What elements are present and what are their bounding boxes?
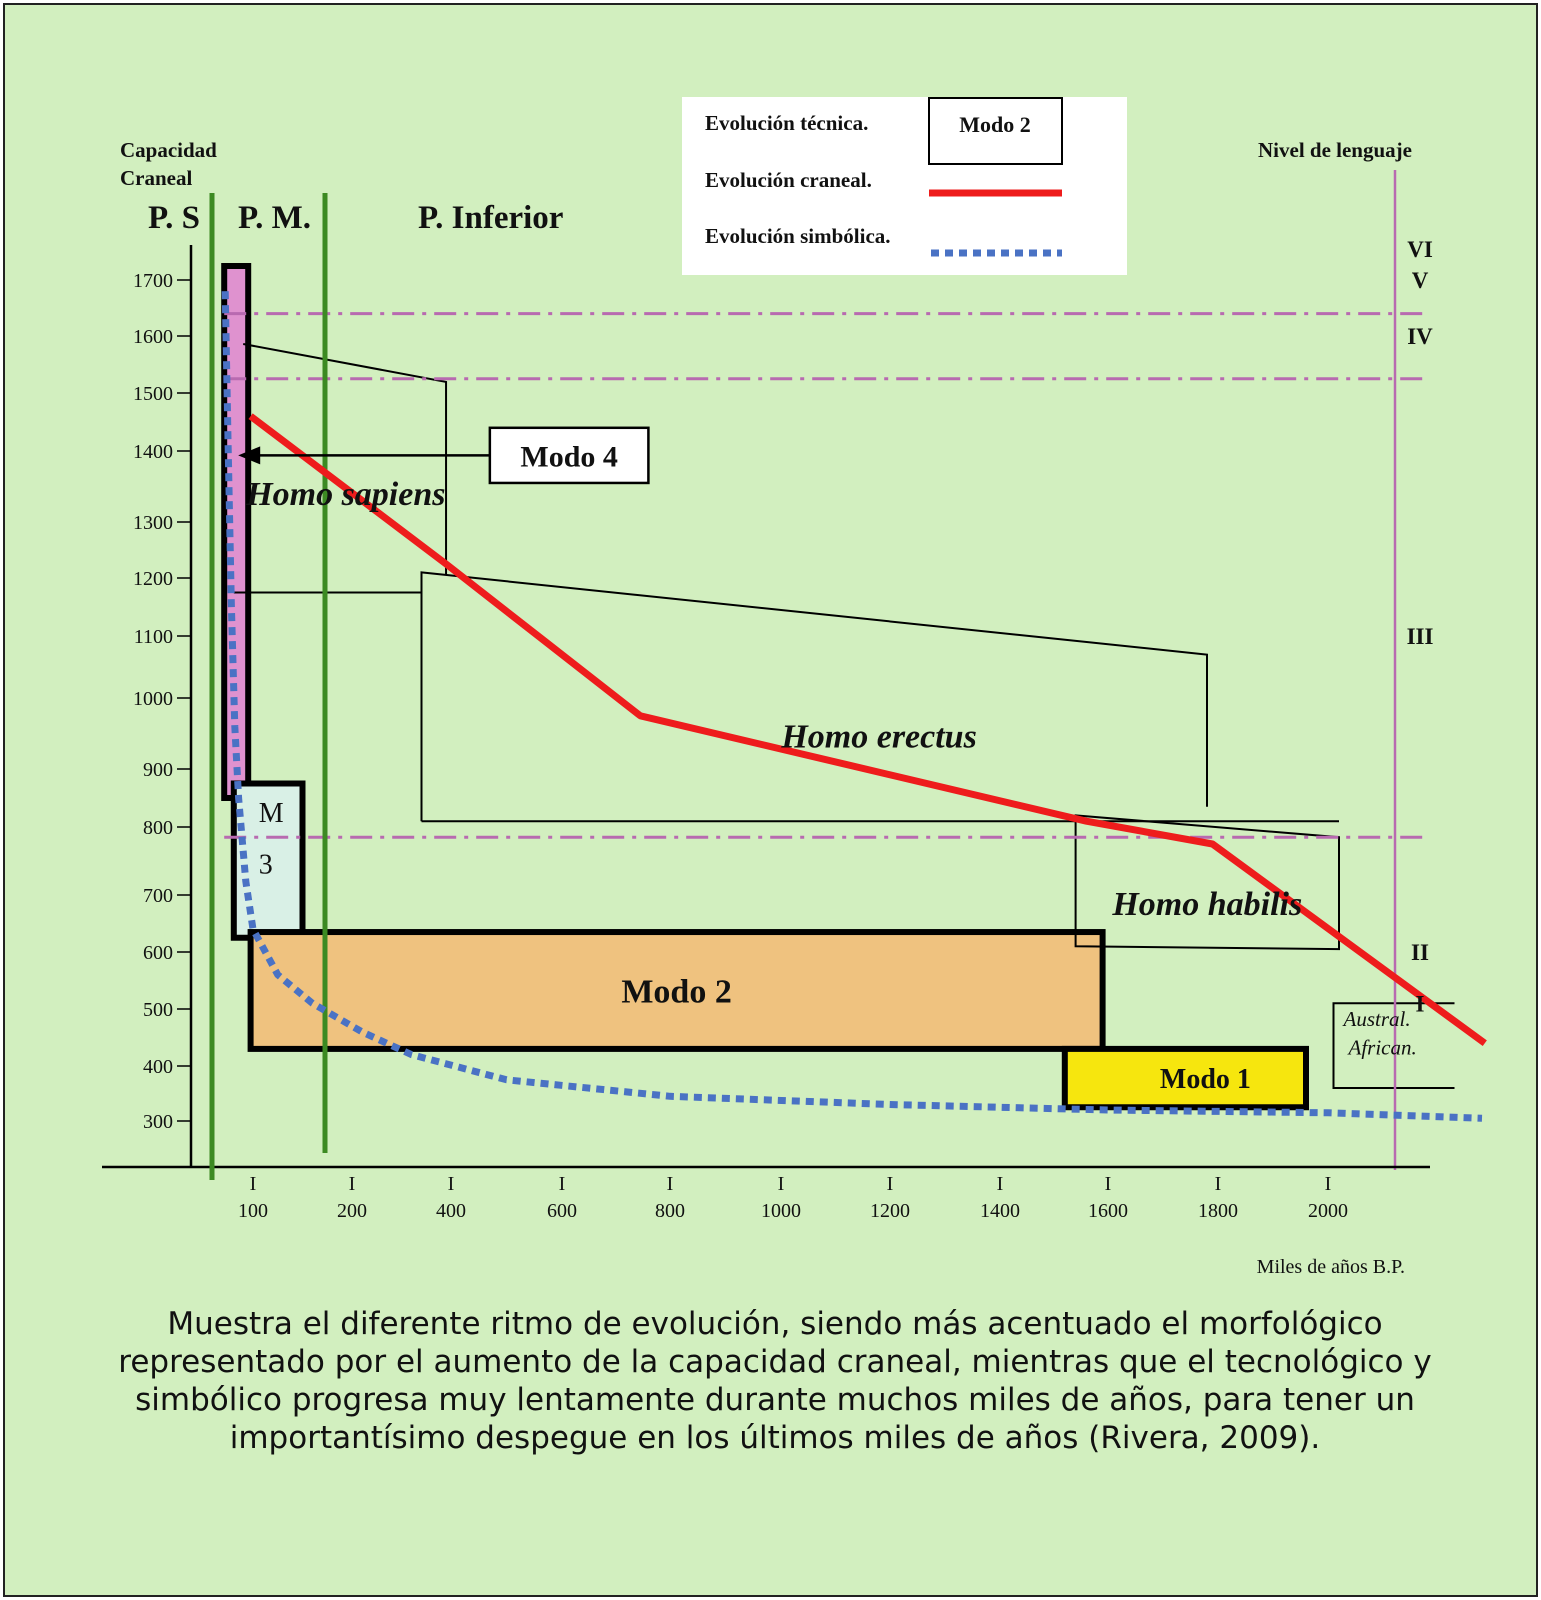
language-axis-title: Nivel de lenguaje bbox=[1258, 138, 1412, 162]
legend bbox=[682, 97, 1127, 275]
language-level-III: III bbox=[1406, 624, 1434, 649]
language-level-VI: VI bbox=[1407, 237, 1433, 263]
figure-frame bbox=[3, 3, 1538, 1597]
x-tick-label-600: 600 bbox=[547, 1200, 577, 1222]
y-tick-label-300: 300 bbox=[143, 1111, 173, 1133]
period-label-medio: P. M. bbox=[238, 200, 312, 236]
y-tick-label-500: 500 bbox=[143, 999, 173, 1021]
modo-4-label: Modo 4 bbox=[520, 440, 618, 474]
homo-habilis-outline bbox=[1076, 815, 1339, 949]
australopithecus-label: Austral. bbox=[1343, 1007, 1411, 1032]
x-tick-label-100: 100 bbox=[238, 1200, 268, 1222]
x-tick-mark-100: I bbox=[249, 1173, 257, 1195]
x-tick-mark-1600: I bbox=[1104, 1173, 1112, 1195]
y-tick-label-900: 900 bbox=[143, 759, 173, 781]
x-tick-label-1600: 1600 bbox=[1088, 1200, 1128, 1222]
language-level-I: I bbox=[1415, 991, 1425, 1017]
y-tick-label-1700: 1700 bbox=[133, 270, 173, 292]
x-tick-mark-1200: I bbox=[886, 1173, 894, 1195]
legend-sample-technical-label: Modo 2 bbox=[959, 112, 1031, 137]
y-axis-title-line1: Capacidad bbox=[120, 138, 217, 162]
y-tick-label-1600: 1600 bbox=[133, 326, 173, 348]
y-tick-label-700: 700 bbox=[143, 885, 173, 907]
x-tick-label-200: 200 bbox=[337, 1200, 367, 1222]
x-tick-label-1200: 1200 bbox=[870, 1200, 910, 1222]
language-level-V: V bbox=[1411, 268, 1429, 293]
x-tick-mark-600: I bbox=[558, 1173, 566, 1195]
legend-label-cranial: Evolución craneal. bbox=[705, 168, 872, 192]
y-tick-label-1400: 1400 bbox=[133, 441, 173, 463]
x-tick-mark-2000: I bbox=[1324, 1173, 1332, 1195]
language-level-IV: IV bbox=[1407, 324, 1433, 349]
y-tick-label-1300: 1300 bbox=[133, 512, 173, 534]
y-tick-label-800: 800 bbox=[143, 817, 173, 839]
x-tick-label-800: 800 bbox=[655, 1200, 685, 1222]
y-tick-label-400: 400 bbox=[143, 1056, 173, 1078]
homo-habilis-label: Homo habilis bbox=[1112, 885, 1303, 923]
x-tick-label-1400: 1400 bbox=[980, 1200, 1020, 1222]
x-tick-mark-1400: I bbox=[996, 1173, 1004, 1195]
legend-label-symbolic: Evolución simbólica. bbox=[705, 224, 891, 248]
period-label-inferior: P. Inferior bbox=[418, 200, 564, 236]
x-tick-label-400: 400 bbox=[436, 1200, 466, 1222]
evolution-chart bbox=[5, 5, 1536, 1295]
homo-erectus-label: Homo erectus bbox=[781, 718, 977, 756]
legend-label-technical: Evolución técnica. bbox=[705, 111, 869, 135]
figure-caption: Muestra el diferente ritmo de evolución, siendo más acentuado el morfológico representado por el aumento de la capacidad craneal, mientras que el tecnológico y simbólico progresa muy lentamente durante muchos miles de años, para tener un importantísimo despegue en los últimos miles de años (Rivera, 2009). bbox=[118, 1306, 1432, 1456]
y-tick-label-600: 600 bbox=[143, 942, 173, 964]
period-label-superior: P. S bbox=[148, 200, 200, 236]
modo-2-label: Modo 2 bbox=[621, 973, 732, 1011]
y-tick-label-1200: 1200 bbox=[133, 568, 173, 590]
homo-sapiens-label: Homo sapiens bbox=[246, 475, 446, 513]
x-tick-mark-400: I bbox=[447, 1173, 455, 1195]
x-tick-mark-800: I bbox=[666, 1173, 674, 1195]
y-axis-title-line2: Craneal bbox=[120, 166, 193, 190]
x-tick-mark-200: I bbox=[348, 1173, 356, 1195]
y-tick-label-1500: 1500 bbox=[133, 383, 173, 405]
modo-1-label: Modo 1 bbox=[1159, 1064, 1251, 1096]
y-tick-label-1000: 1000 bbox=[133, 688, 173, 710]
x-axis-title: Miles de años B.P. bbox=[1256, 1256, 1405, 1278]
y-tick-label-1100: 1100 bbox=[133, 626, 173, 648]
australopithecus-label-2: African. bbox=[1348, 1035, 1417, 1060]
homo-erectus-outline bbox=[422, 572, 1208, 821]
x-tick-label-1000: 1000 bbox=[761, 1200, 801, 1222]
modo-3-label: M bbox=[258, 798, 284, 829]
language-level-II: II bbox=[1411, 940, 1429, 965]
x-tick-mark-1800: I bbox=[1214, 1173, 1222, 1195]
x-tick-label-1800: 1800 bbox=[1198, 1200, 1238, 1222]
x-tick-mark-1000: I bbox=[777, 1173, 785, 1195]
modo-3-number: 3 bbox=[258, 849, 273, 881]
mode-boxes bbox=[224, 266, 1306, 1107]
x-tick-label-2000: 2000 bbox=[1308, 1200, 1348, 1222]
